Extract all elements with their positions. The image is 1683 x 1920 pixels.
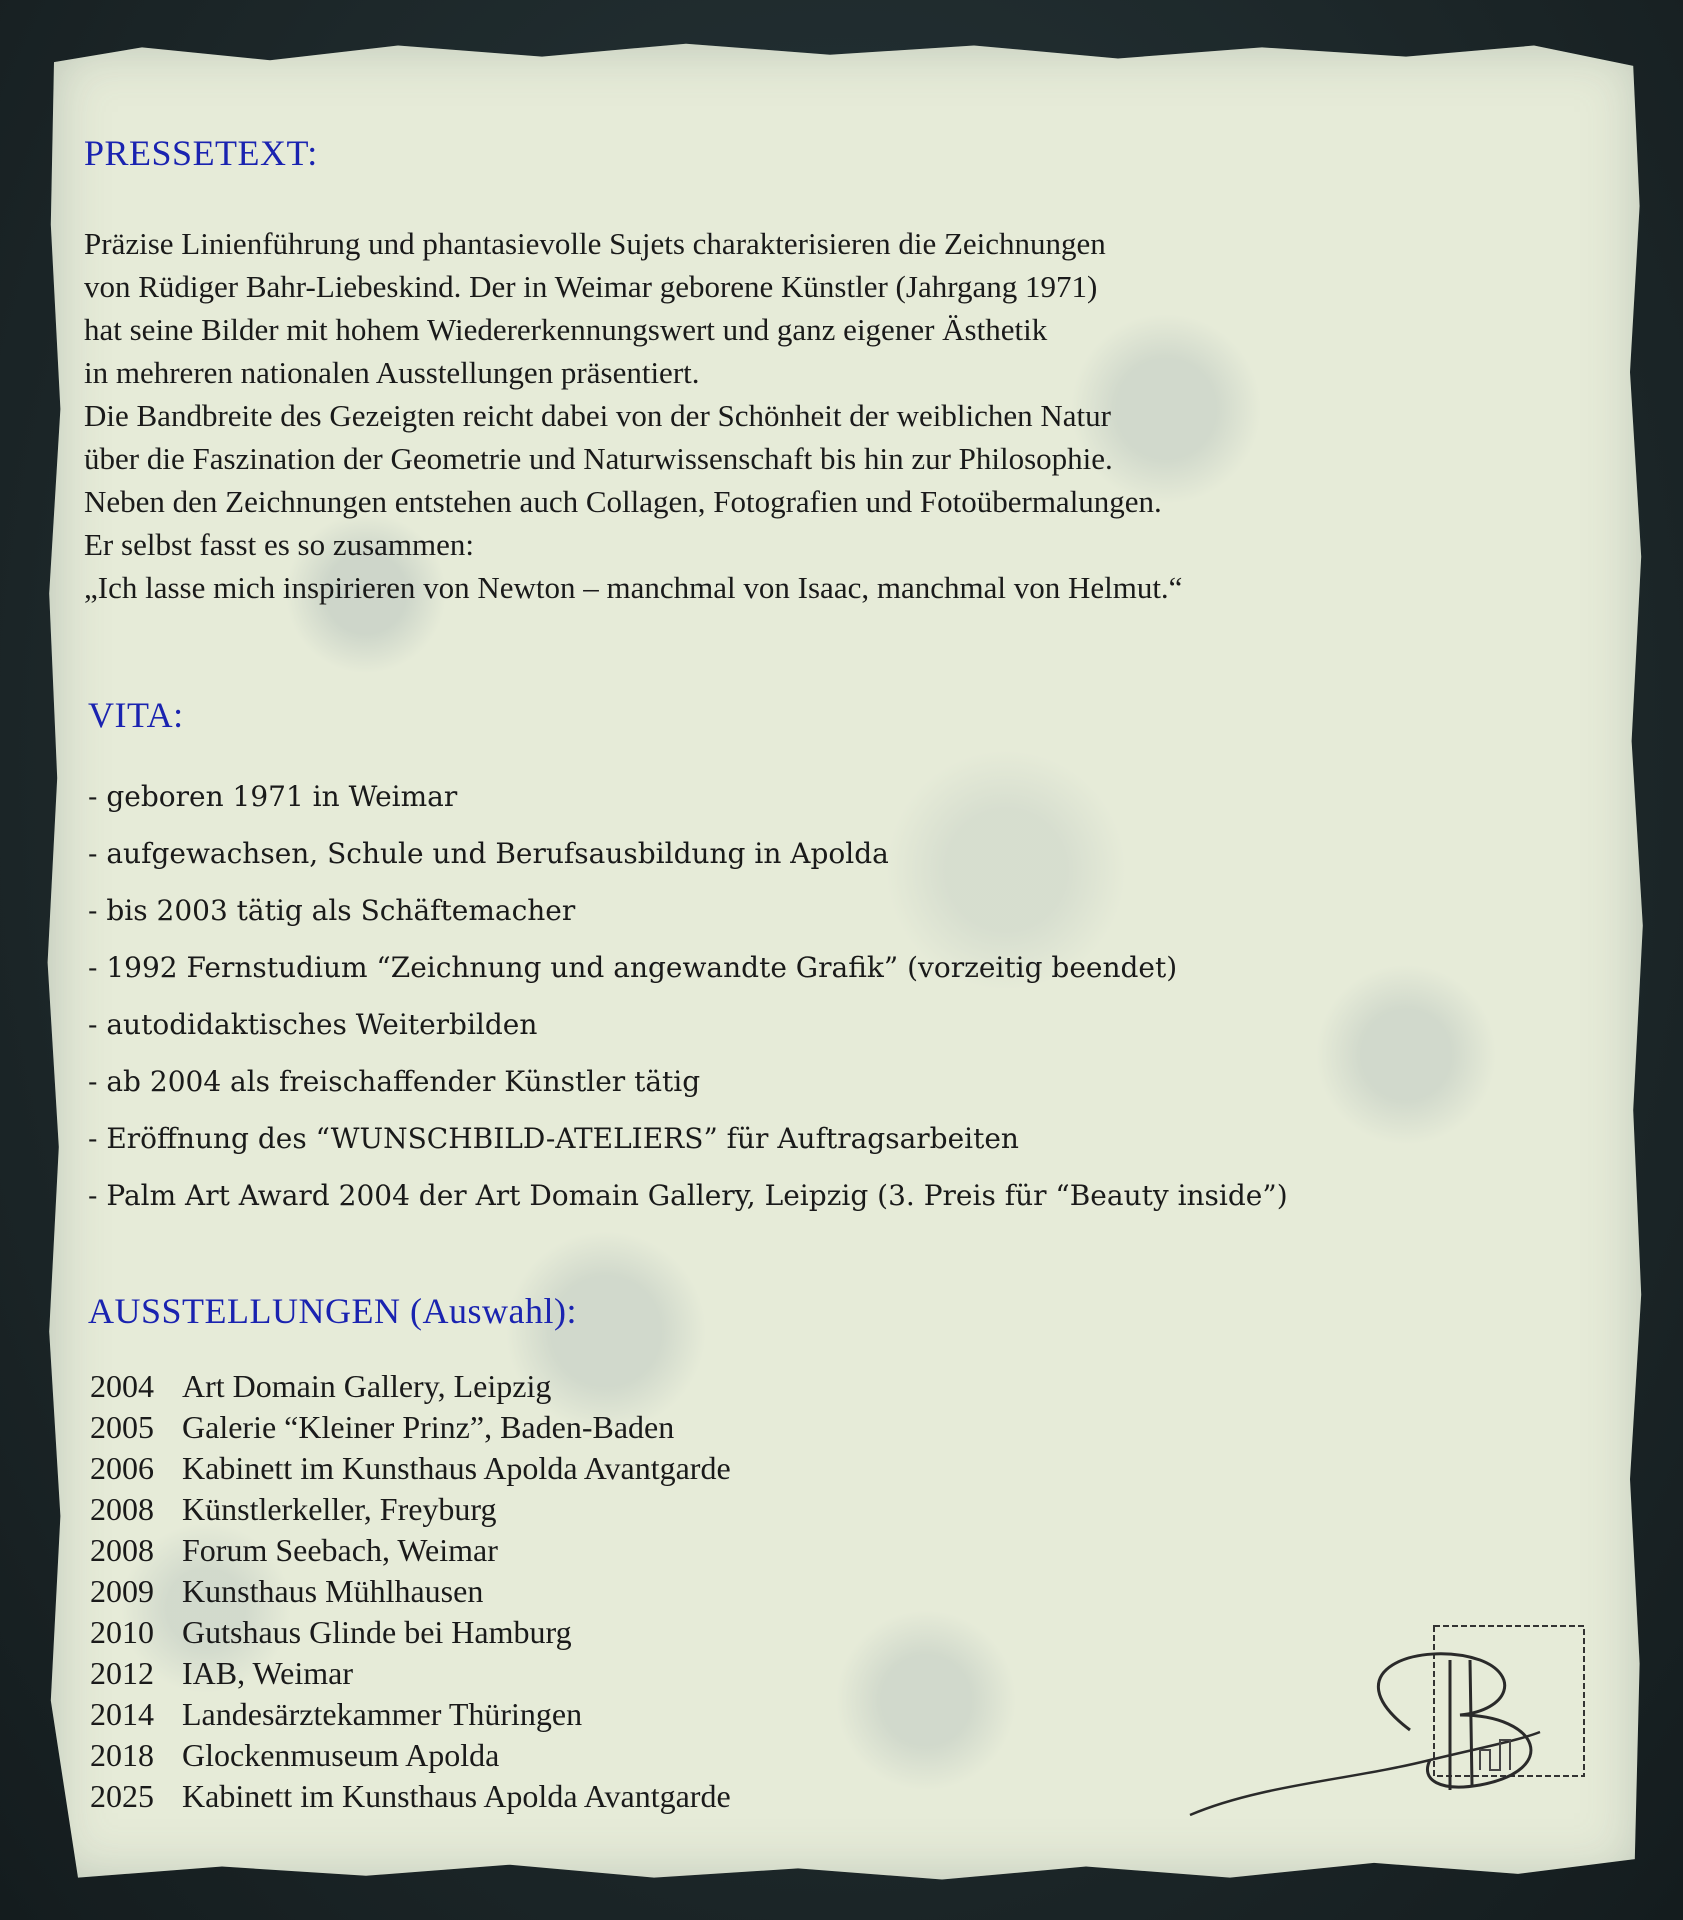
exhibition-year: 2008	[90, 1532, 154, 1568]
press-line: über die Faszination der Geometrie und Naturwissenschaft bis hin zur Philosophie.	[84, 441, 1113, 476]
press-line: Präzise Linienführung und phantasievolle Sujets charakterisieren die Zeichnungen	[84, 226, 1106, 261]
vita-item: - 1992 Fernstudium “Zeichnung und angewandte Grafik” (vorzeitig beendet)	[88, 951, 1178, 984]
exhibition-row	[90, 1571, 731, 1612]
vita-item: - bis 2003 tätig als Schäftemacher	[88, 894, 576, 927]
vita-item: - Eröffnung des “WUNSCHBILD-ATELIERS” für Auftragsarbeiten	[88, 1122, 1019, 1155]
exhibition-place: Glockenmuseum Apolda	[182, 1737, 500, 1773]
exhibition-row	[90, 1407, 731, 1448]
exhibition-place: Galerie “Kleiner Prinz”, Baden-Baden	[182, 1409, 675, 1445]
vita-item: - geboren 1971 in Weimar	[88, 780, 458, 813]
exhibition-row	[90, 1735, 731, 1776]
vita-heading: VITA:	[88, 695, 184, 735]
exhibition-year: 2009	[90, 1573, 154, 1609]
exhibition-year: 2005	[90, 1409, 154, 1445]
exhibition-year: 2012	[90, 1655, 154, 1691]
exhibition-year: 2018	[90, 1737, 154, 1773]
exhibition-year: 2006	[90, 1450, 154, 1486]
exhibition-row	[90, 1612, 731, 1653]
exhibitions-heading: AUSSTELLUNGEN (Auswahl):	[88, 1291, 577, 1331]
exhibition-place: Künstlerkeller, Freyburg	[182, 1491, 497, 1527]
exhibition-row	[90, 1448, 731, 1489]
press-line: Er selbst fasst es so zusammen:	[84, 527, 475, 562]
exhibition-row	[90, 1694, 731, 1735]
monogram-icon	[1180, 1620, 1600, 1820]
press-line: in mehreren nationalen Ausstellungen präsentiert.	[84, 355, 700, 390]
vita-item: - autodidaktisches Weiterbilden	[88, 1008, 538, 1041]
exhibition-row	[90, 1776, 731, 1817]
exhibition-row	[90, 1489, 731, 1530]
press-line: Die Bandbreite des Gezeigten reicht dabei von der Schönheit der weiblichen Natur	[84, 398, 1111, 433]
vita-item: - aufgewachsen, Schule und Berufsausbildung in Apolda	[88, 837, 889, 870]
exhibition-place: Kabinett im Kunsthaus Apolda Avantgarde	[182, 1778, 731, 1814]
vita-list	[88, 768, 1588, 1224]
press-line: Neben den Zeichnungen entstehen auch Collagen, Fotografien und Fotoübermalungen.	[84, 484, 1162, 519]
exhibition-year: 2004	[90, 1368, 154, 1404]
exhibition-year: 2008	[90, 1491, 154, 1527]
press-line: hat seine Bilder mit hohem Wiedererkennungswert und ganz eigener Ästhetik	[84, 312, 1048, 347]
exhibition-place: IAB, Weimar	[182, 1655, 354, 1691]
exhibition-place: Art Domain Gallery, Leipzig	[182, 1368, 552, 1404]
exhibition-year: 2010	[90, 1614, 154, 1650]
vita-item: - ab 2004 als freischaffender Künstler tätig	[88, 1065, 701, 1098]
exhibition-year: 2025	[90, 1778, 154, 1814]
press-line: von Rüdiger Bahr-Liebeskind. Der in Weimar geborene Künstler (Jahrgang 1971)	[84, 269, 1098, 304]
vita-item: - Palm Art Award 2004 der Art Domain Gallery, Leipzig (3. Preis für “Beauty inside”)	[88, 1179, 1288, 1212]
press-heading: PRESSETEXT:	[84, 133, 318, 173]
exhibition-place: Kabinett im Kunsthaus Apolda Avantgarde	[182, 1450, 731, 1486]
exhibition-place: Landesärztekammer Thüringen	[182, 1696, 583, 1732]
exhibitions-list	[90, 1366, 731, 1817]
press-text	[84, 222, 1504, 609]
press-line: „Ich lasse mich inspirieren von Newton – manchmal von Isaac, manchmal von Helmut.“	[84, 570, 1183, 605]
exhibition-year: 2014	[90, 1696, 154, 1732]
exhibition-row	[90, 1366, 731, 1407]
exhibition-row	[90, 1530, 731, 1571]
exhibition-row	[90, 1653, 731, 1694]
exhibition-place: Forum Seebach, Weimar	[182, 1532, 498, 1568]
exhibition-place: Gutshaus Glinde bei Hamburg	[182, 1614, 572, 1650]
exhibition-place: Kunsthaus Mühlhausen	[182, 1573, 484, 1609]
